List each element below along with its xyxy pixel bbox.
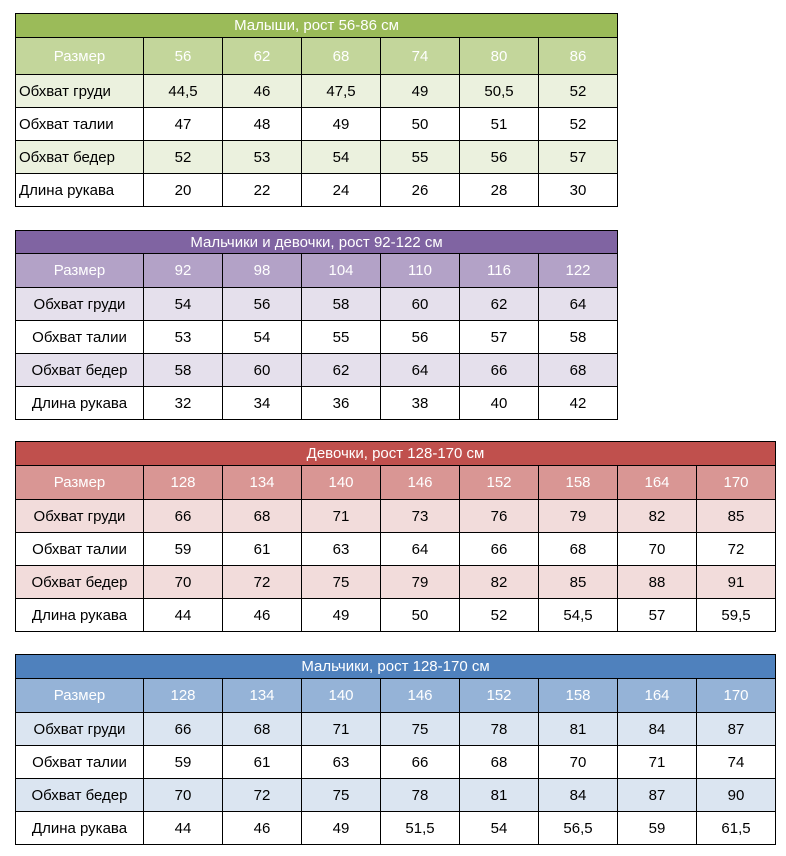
table-cell: 63 <box>302 746 381 779</box>
table-cell: 66 <box>381 746 460 779</box>
table-cell: 88 <box>618 566 697 599</box>
table-cell: 70 <box>618 533 697 566</box>
table-cell: 87 <box>697 713 776 746</box>
table-cell: 75 <box>302 779 381 812</box>
table-cell: 62 <box>302 354 381 387</box>
size-header-row <box>16 466 776 500</box>
size-header-cell: 140 <box>302 679 381 713</box>
row-label: Длина рукава <box>16 599 144 632</box>
table-cell: 28 <box>460 174 539 207</box>
table-cell: 22 <box>223 174 302 207</box>
table-cell: 56 <box>223 288 302 321</box>
size-header-cell: 152 <box>460 679 539 713</box>
row-label: Обхват бедер <box>16 779 144 812</box>
size-header-cell: 104 <box>302 254 381 288</box>
table-cell: 40 <box>460 387 539 420</box>
row-label: Обхват талии <box>16 746 144 779</box>
table-cell: 75 <box>381 713 460 746</box>
size-header-cell: 62 <box>223 38 302 75</box>
table-row <box>16 108 618 141</box>
size-header-label: Размер <box>16 38 144 75</box>
table-cell: 61 <box>223 533 302 566</box>
table-cell: 61,5 <box>697 812 776 845</box>
table-cell: 44 <box>144 599 223 632</box>
table-cell: 70 <box>144 566 223 599</box>
table-cell: 58 <box>539 321 618 354</box>
table-cell: 57 <box>618 599 697 632</box>
size-header-row <box>16 38 618 75</box>
table-cell: 30 <box>539 174 618 207</box>
table-cell: 72 <box>223 779 302 812</box>
table-cell: 66 <box>460 533 539 566</box>
size-header-cell: 122 <box>539 254 618 288</box>
table-row <box>16 746 776 779</box>
table-row <box>16 174 618 207</box>
table-cell: 49 <box>302 599 381 632</box>
table-cell: 66 <box>144 713 223 746</box>
table-cell: 56 <box>460 141 539 174</box>
table-cell: 81 <box>460 779 539 812</box>
size-header-cell: 146 <box>381 679 460 713</box>
table-cell: 54 <box>460 812 539 845</box>
size-table-girls <box>15 441 776 632</box>
table-cell: 56 <box>381 321 460 354</box>
table-cell: 59 <box>618 812 697 845</box>
size-header-label: Размер <box>16 466 144 500</box>
table-cell: 79 <box>381 566 460 599</box>
table-row <box>16 387 618 420</box>
table-row <box>16 713 776 746</box>
table-title: Мальчики, рост 128-170 см <box>16 655 776 679</box>
table-cell: 75 <box>302 566 381 599</box>
table-cell: 87 <box>618 779 697 812</box>
table-row <box>16 500 776 533</box>
table-cell: 68 <box>223 713 302 746</box>
table-cell: 32 <box>144 387 223 420</box>
table-cell: 57 <box>460 321 539 354</box>
table-cell: 78 <box>381 779 460 812</box>
row-label: Длина рукава <box>16 387 144 420</box>
table-cell: 64 <box>381 533 460 566</box>
size-header-cell: 146 <box>381 466 460 500</box>
table-cell: 46 <box>223 599 302 632</box>
table-cell: 76 <box>460 500 539 533</box>
table-cell: 49 <box>302 108 381 141</box>
row-label: Обхват груди <box>16 288 144 321</box>
size-header-label: Размер <box>16 679 144 713</box>
table-cell: 52 <box>144 141 223 174</box>
table-cell: 82 <box>618 500 697 533</box>
table-cell: 50 <box>381 108 460 141</box>
size-table-kids <box>15 230 618 420</box>
table-cell: 68 <box>539 354 618 387</box>
table-row <box>16 812 776 845</box>
size-header-cell: 116 <box>460 254 539 288</box>
table-cell: 60 <box>223 354 302 387</box>
table-cell: 46 <box>223 812 302 845</box>
row-label: Обхват груди <box>16 500 144 533</box>
table-cell: 82 <box>460 566 539 599</box>
table-cell: 79 <box>539 500 618 533</box>
row-label: Длина рукава <box>16 174 144 207</box>
row-label: Обхват бедер <box>16 141 144 174</box>
table-cell: 36 <box>302 387 381 420</box>
size-header-row <box>16 679 776 713</box>
table-cell: 56,5 <box>539 812 618 845</box>
table-cell: 44 <box>144 812 223 845</box>
size-header-cell: 140 <box>302 466 381 500</box>
size-header-cell: 164 <box>618 679 697 713</box>
table-cell: 72 <box>223 566 302 599</box>
table-row <box>16 599 776 632</box>
table-cell: 61 <box>223 746 302 779</box>
table-row <box>16 566 776 599</box>
table-cell: 71 <box>302 713 381 746</box>
table-cell: 34 <box>223 387 302 420</box>
table-cell: 84 <box>618 713 697 746</box>
size-header-cell: 152 <box>460 466 539 500</box>
size-header-cell: 170 <box>697 466 776 500</box>
table-cell: 85 <box>697 500 776 533</box>
table-cell: 52 <box>539 108 618 141</box>
row-label: Обхват бедер <box>16 566 144 599</box>
table-cell: 70 <box>539 746 618 779</box>
table-cell: 71 <box>302 500 381 533</box>
table-cell: 52 <box>460 599 539 632</box>
row-label: Обхват талии <box>16 108 144 141</box>
table-row <box>16 321 618 354</box>
size-header-cell: 98 <box>223 254 302 288</box>
table-title: Малыши, рост 56-86 см <box>16 14 618 38</box>
row-label: Обхват талии <box>16 533 144 566</box>
table-cell: 54 <box>223 321 302 354</box>
table-cell: 49 <box>381 75 460 108</box>
size-header-cell: 134 <box>223 679 302 713</box>
table-cell: 54,5 <box>539 599 618 632</box>
table-cell: 62 <box>460 288 539 321</box>
size-header-cell: 128 <box>144 466 223 500</box>
table-row <box>16 354 618 387</box>
table-cell: 70 <box>144 779 223 812</box>
row-label: Обхват груди <box>16 713 144 746</box>
table-cell: 74 <box>697 746 776 779</box>
table-cell: 54 <box>302 141 381 174</box>
table-cell: 51,5 <box>381 812 460 845</box>
table-cell: 42 <box>539 387 618 420</box>
table-title: Девочки, рост 128-170 см <box>16 442 776 466</box>
table-cell: 53 <box>223 141 302 174</box>
table-cell: 68 <box>460 746 539 779</box>
table-row <box>16 288 618 321</box>
table-cell: 57 <box>539 141 618 174</box>
table-cell: 50,5 <box>460 75 539 108</box>
table-cell: 59 <box>144 533 223 566</box>
size-header-label: Размер <box>16 254 144 288</box>
table-cell: 59,5 <box>697 599 776 632</box>
size-header-cell: 86 <box>539 38 618 75</box>
table-cell: 72 <box>697 533 776 566</box>
row-label: Обхват бедер <box>16 354 144 387</box>
size-header-row <box>16 254 618 288</box>
row-label: Длина рукава <box>16 812 144 845</box>
row-label: Обхват талии <box>16 321 144 354</box>
size-header-cell: 92 <box>144 254 223 288</box>
table-cell: 24 <box>302 174 381 207</box>
size-header-cell: 134 <box>223 466 302 500</box>
table-cell: 49 <box>302 812 381 845</box>
size-header-cell: 68 <box>302 38 381 75</box>
table-cell: 20 <box>144 174 223 207</box>
table-cell: 73 <box>381 500 460 533</box>
size-header-cell: 128 <box>144 679 223 713</box>
table-cell: 48 <box>223 108 302 141</box>
size-header-cell: 110 <box>381 254 460 288</box>
size-header-cell: 80 <box>460 38 539 75</box>
table-cell: 50 <box>381 599 460 632</box>
table-cell: 46 <box>223 75 302 108</box>
table-cell: 55 <box>381 141 460 174</box>
table-cell: 55 <box>302 321 381 354</box>
table-cell: 51 <box>460 108 539 141</box>
table-cell: 47,5 <box>302 75 381 108</box>
table-cell: 54 <box>144 288 223 321</box>
table-cell: 85 <box>539 566 618 599</box>
table-cell: 38 <box>381 387 460 420</box>
size-header-cell: 164 <box>618 466 697 500</box>
table-row <box>16 141 618 174</box>
table-cell: 66 <box>144 500 223 533</box>
table-cell: 52 <box>539 75 618 108</box>
table-row <box>16 75 618 108</box>
table-cell: 58 <box>302 288 381 321</box>
table-cell: 64 <box>381 354 460 387</box>
table-row <box>16 779 776 812</box>
table-cell: 71 <box>618 746 697 779</box>
table-cell: 78 <box>460 713 539 746</box>
table-cell: 59 <box>144 746 223 779</box>
table-cell: 60 <box>381 288 460 321</box>
size-header-cell: 158 <box>539 466 618 500</box>
table-cell: 53 <box>144 321 223 354</box>
table-cell: 63 <box>302 533 381 566</box>
table-cell: 66 <box>460 354 539 387</box>
table-cell: 64 <box>539 288 618 321</box>
size-header-cell: 56 <box>144 38 223 75</box>
size-table-babies <box>15 13 618 207</box>
table-cell: 84 <box>539 779 618 812</box>
table-cell: 90 <box>697 779 776 812</box>
table-cell: 47 <box>144 108 223 141</box>
table-cell: 58 <box>144 354 223 387</box>
size-header-cell: 158 <box>539 679 618 713</box>
table-cell: 26 <box>381 174 460 207</box>
table-cell: 81 <box>539 713 618 746</box>
table-row <box>16 533 776 566</box>
size-table-boys <box>15 654 776 845</box>
size-header-cell: 170 <box>697 679 776 713</box>
size-header-cell: 74 <box>381 38 460 75</box>
table-cell: 44,5 <box>144 75 223 108</box>
row-label: Обхват груди <box>16 75 144 108</box>
table-cell: 91 <box>697 566 776 599</box>
table-title: Мальчики и девочки, рост 92-122 см <box>16 231 618 254</box>
table-cell: 68 <box>539 533 618 566</box>
table-cell: 68 <box>223 500 302 533</box>
